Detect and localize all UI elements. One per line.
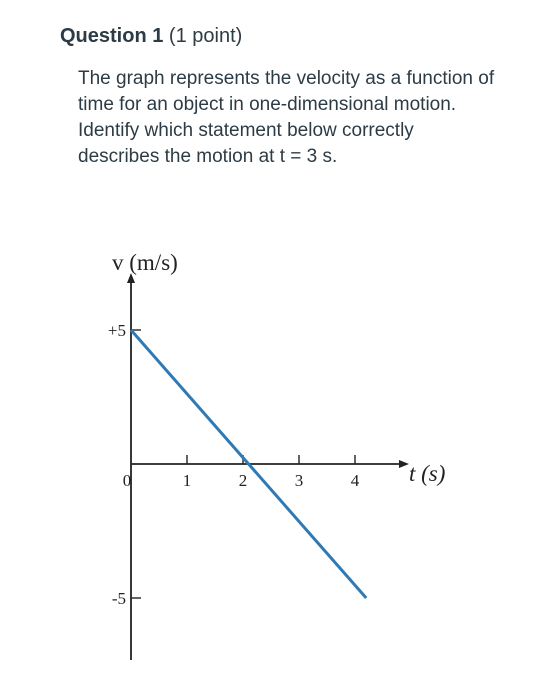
x-axis-label: t (s) bbox=[409, 461, 446, 486]
x-tick-label-1: 1 bbox=[182, 471, 192, 490]
question-title: Question 1 bbox=[60, 25, 164, 47]
y-tick-label-1: -5 bbox=[111, 589, 126, 608]
x-tick-label-2: 2 bbox=[238, 471, 248, 490]
question-points: (1 point) bbox=[168, 25, 243, 47]
y-axis-label: v (m/s) bbox=[112, 250, 178, 275]
x-tick-label-3: 3 bbox=[294, 471, 304, 490]
x-tick-label-4: 4 bbox=[350, 471, 360, 490]
y-tick-label-0: +5 bbox=[107, 321, 126, 340]
x-tick-label-0: 0 bbox=[122, 471, 132, 490]
question-text: The graph represents the velocity as a function of time for an object in one-dimensional motion. Identify which statement below correctly describes the motion at t = 3 s. bbox=[78, 68, 495, 167]
x-ticks bbox=[123, 455, 360, 490]
